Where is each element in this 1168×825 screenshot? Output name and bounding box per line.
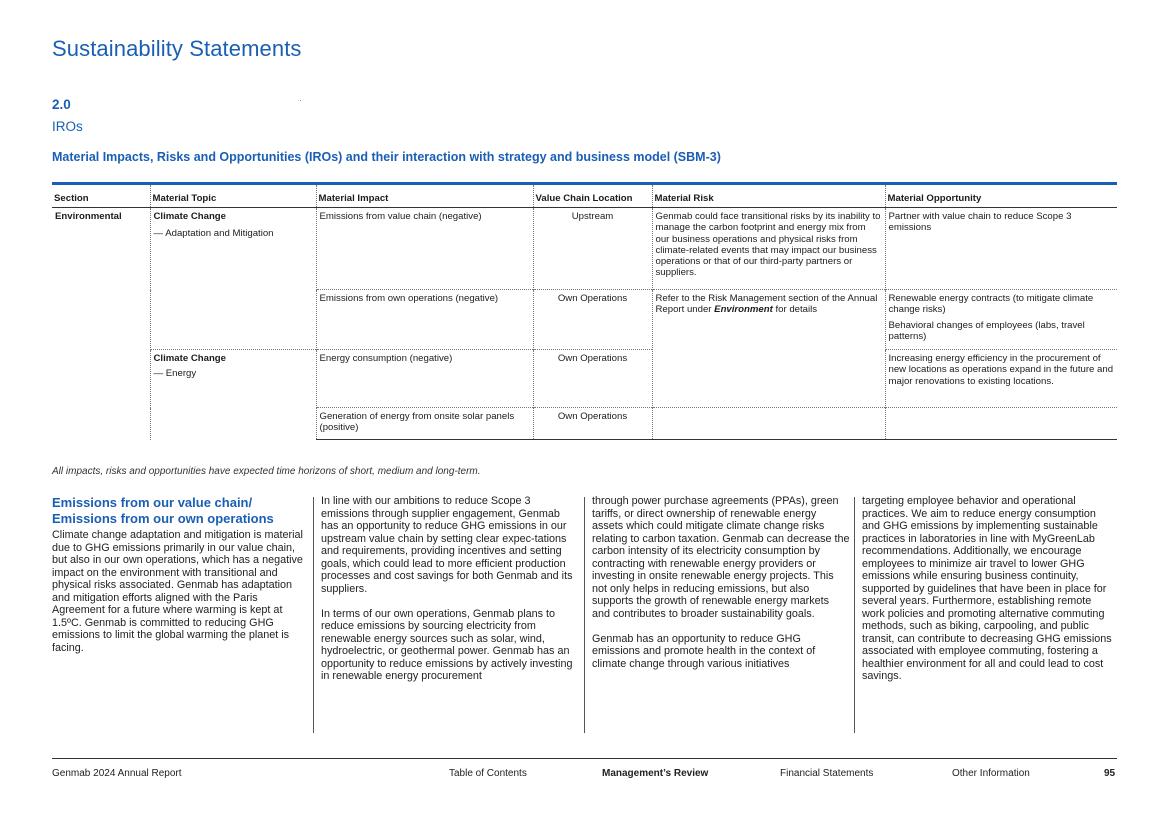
column-divider [584, 497, 585, 733]
topic-name: Climate Change [153, 353, 227, 365]
impact-cell: Energy consumption (negative) [316, 350, 533, 408]
body-column-4 [862, 495, 1116, 695]
impact-cell: Emissions from value chain (negative) [316, 208, 533, 290]
iro-table-container [52, 182, 1117, 440]
opportunity-item: Behavioral changes of employees (labs, travel patterns) [888, 319, 1085, 342]
table-row [52, 350, 1117, 408]
location-cell: Own Operations [533, 290, 652, 350]
paragraph: targeting employee behavior and operational practices. We aim to reduce energy consumption and GHG emissions by implementing sustainable practices in laboratories in line with MyGreenLab recommendations. Additionally, we encourage employees to minimize air travel to lower GHG emissions while ensuring business continuity, supported by guidelines that have been in place for several years. Furthermore, establishing remote work policies and promoting alternative commuting methods, such as biking, carpooling, and public transit, can contribute to decreasing GHG emissions associated with employee commuting, fostering a healthier environment for all and could lead to cost savings. [862, 495, 1112, 682]
impact-cell: Emissions from own operations (negative) [316, 290, 533, 350]
footer-divider [52, 758, 1117, 759]
opportunity-item: Renewable energy contracts (to mitigate climate change risks) [888, 293, 1094, 316]
opportunity-cell [885, 290, 1117, 350]
stray-dot [300, 100, 301, 101]
section-cell: Environmental [55, 211, 122, 223]
topic-subtitle: — Adaptation and Mitigation [153, 228, 274, 240]
topic-cell [150, 350, 316, 440]
paragraph: through power purchase agreements (PPAs), green tariffs, or direct ownership of renewable energy assets which could mitigate climate change risks relating to carbon taxation. Genmab can decrease the carbon intensity of its electricity consumption by contracting with renewable energy providers or investing in onsite renewable energy projects. This not only helps in reducing emissions, but also supports the growth of renewable energy markets and contributes to broader sustainability goals. [592, 495, 850, 620]
heading-line: Emissions from our value chain/ [52, 495, 253, 510]
section-number: 2.0 [52, 97, 71, 112]
footer-link-financial-statements[interactable]: Financial Statements [780, 768, 874, 779]
paragraph: In terms of our own operations, Genmab plans to reduce emissions by sourcing electricity from renewable energy sources such as solar, wind, hydroelectric, or geothermal power. Genmab has an opportunity to reduce emissions by actively investing in renewable energy procurement [321, 607, 573, 682]
footer-report-name: Genmab 2024 Annual Report [52, 768, 182, 779]
body-column-2 [321, 495, 579, 695]
risk-cell: Genmab could face transitional risks by its inability to manage the carbon footprint and energy mix from our business operations and physical risks from climate-related events that may impact our business operations or that of our third-party partners or suppliers. [652, 208, 885, 290]
header-topic: Material Topic [150, 184, 316, 208]
time-horizon-note: All impacts, risks and opportunities have expected time horizons of short, medium and long-term. [52, 466, 481, 477]
section-name: IROs [52, 119, 83, 134]
risk-cell-shared [652, 290, 885, 408]
column-divider [854, 497, 855, 733]
header-risk: Material Risk [652, 184, 885, 208]
emissions-heading [52, 495, 306, 527]
risk-emphasis: Environment [714, 304, 773, 316]
topic-cell [150, 208, 316, 350]
heading-line: Emissions from our own operations [52, 511, 274, 526]
header-location: Value Chain Location [533, 184, 652, 208]
paragraph: Genmab has an opportunity to reduce GHG emissions and promote health in the context of climate change through various initiatives [592, 632, 816, 670]
opportunity-cell: Partner with value chain to reduce Scope 3 emissions [885, 208, 1117, 290]
table-heading: Material Impacts, Risks and Opportunities (IROs) and their interaction with strategy and business model (SBM-3) [52, 150, 721, 164]
risk-cell-empty [652, 408, 885, 440]
paragraph: Climate change adaptation and mitigation is material due to GHG emissions primarily in our value chain, but also in our own operations, which has a negative impact on the environment with transitional and physical risks associated. Genmab has adaptation and mitigation efforts aligned with the Paris Agreement for a future where warming is kept at 1.5ºC. Genmab is committed to reducing GHG emissions to limit the global warming the planet is facing. [52, 529, 303, 654]
header-section: Section [52, 184, 150, 208]
risk-text-after: for details [772, 304, 818, 316]
body-column-1 [52, 495, 306, 667]
header-impact: Material Impact [316, 184, 533, 208]
table-header-row [52, 184, 1117, 208]
location-cell: Own Operations [533, 350, 652, 408]
paragraph: In line with our ambitions to reduce Scope 3 emissions through supplier engagement, Genmab has an opportunity to reduce GHG emissions in our upstream value chain by setting clear expec-tations and requirements, providing incentives and setting goals, which could lead to more efficient production processes and cost savings for both Genmab and its suppliers. [321, 495, 573, 595]
page-title: Sustainability Statements [52, 36, 302, 61]
table-row [52, 208, 1117, 290]
impact-cell: Generation of energy from onsite solar panels (positive) [316, 408, 533, 440]
footer-link-managements-review[interactable]: Management’s Review [602, 768, 709, 779]
header-opportunity: Material Opportunity [885, 184, 1117, 208]
page-number: 95 [1104, 768, 1116, 779]
topic-name: Climate Change [153, 211, 227, 223]
location-cell: Upstream [533, 208, 652, 290]
column-divider [313, 497, 314, 733]
topic-subtitle: — Energy [153, 368, 197, 380]
location-cell: Own Operations [533, 408, 652, 440]
footer-link-other-information[interactable]: Other Information [952, 768, 1030, 779]
opportunity-cell-empty [885, 408, 1117, 440]
body-column-3 [592, 495, 850, 683]
risk-text-before: Refer to the Risk Management section of the Annual Report under [655, 293, 878, 316]
opportunity-cell: Increasing energy efficiency in the procurement of new locations as operations expand in the future and major renovations to existing locations. [885, 350, 1117, 408]
iro-table [52, 182, 1117, 440]
footer-link-table-of-contents[interactable]: Table of Contents [449, 768, 527, 779]
